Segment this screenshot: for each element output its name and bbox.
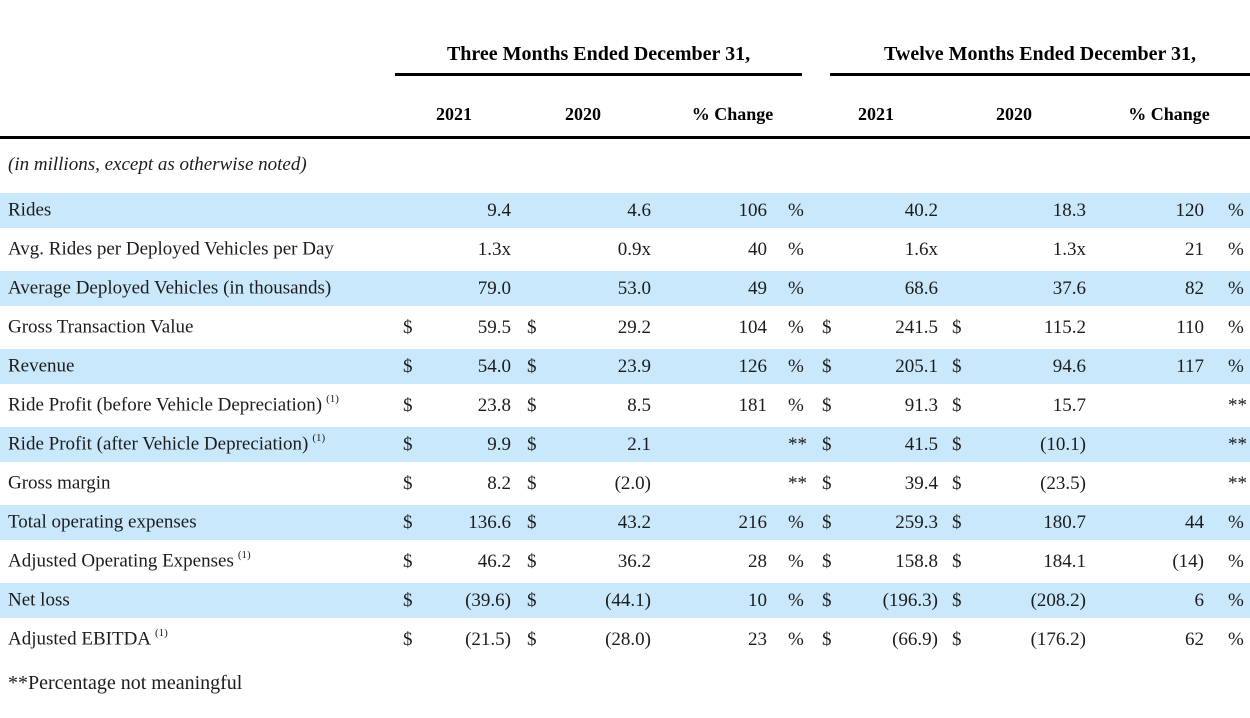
row-label xyxy=(0,503,395,542)
row-label-text: Ride Profit (after Vehicle Depreciation) xyxy=(8,433,309,455)
value-3mo-2020: 36.2 xyxy=(617,550,651,572)
footnote-ref xyxy=(334,237,338,249)
pct-change-3mo: 216 xyxy=(653,503,775,542)
dollar-sign-3mo-2021 xyxy=(395,191,423,230)
dollar-sign-12mo-2020: $ xyxy=(952,316,962,338)
row-label-text: Avg. Rides per Deployed Vehicles per Day xyxy=(8,238,334,260)
value-3mo-2020: (28.0) xyxy=(605,628,651,650)
table-body xyxy=(0,139,1250,659)
table-row xyxy=(0,230,1250,269)
pct-change-3mo: 28 xyxy=(748,550,767,572)
value-3mo-2020: (2.0) xyxy=(614,472,651,494)
dollar-sign-3mo-2020: $ xyxy=(513,347,545,386)
pct-sign-12mo: % xyxy=(1212,191,1250,230)
pct-sign-12mo: % xyxy=(1212,581,1250,620)
value-12mo-2021: 158.8 xyxy=(895,550,939,572)
row-label-text: Net loss xyxy=(8,589,70,611)
dollar-sign-12mo-2020: $ xyxy=(952,550,962,572)
dollar-sign-12mo-2020 xyxy=(940,191,968,230)
footnote-ref: (1) xyxy=(326,393,339,406)
pct-sign-3mo: ** xyxy=(775,425,812,464)
pct-sign-3mo: ** xyxy=(788,472,807,494)
dollar-sign-12mo-2020: $ xyxy=(940,581,968,620)
units-note-row xyxy=(0,139,1250,191)
dollar-sign-3mo-2020: $ xyxy=(527,472,537,494)
pct-change-12mo: 82 xyxy=(1088,269,1212,308)
dollar-sign-12mo-2021: $ xyxy=(822,394,832,416)
value-3mo-2020: 23.9 xyxy=(545,347,653,386)
dollar-sign-3mo-2021: $ xyxy=(395,581,423,620)
value-12mo-2021: 91.3 xyxy=(904,394,939,416)
pct-sign-12mo: % xyxy=(1228,550,1244,572)
units-note: (in millions, except as otherwise noted) xyxy=(8,154,307,175)
footnote-ref xyxy=(331,276,335,288)
dollar-sign-12mo-2021 xyxy=(812,230,840,269)
pct-change-12mo: 120 xyxy=(1088,191,1212,230)
dollar-sign-12mo-2020: $ xyxy=(940,425,968,464)
footnote-ref xyxy=(74,354,78,366)
dollar-sign-3mo-2021: $ xyxy=(403,472,413,494)
dollar-sign-3mo-2021: $ xyxy=(403,550,413,572)
dollar-sign-3mo-2020: $ xyxy=(527,628,537,650)
dollar-sign-12mo-2020 xyxy=(940,230,968,269)
dollar-sign-12mo-2020: $ xyxy=(940,503,968,542)
value-3mo-2021: 54.0 xyxy=(423,347,513,386)
footnote-ref xyxy=(51,198,55,210)
pct-change-3mo: 104 xyxy=(738,316,767,338)
dollar-sign-12mo-2021: $ xyxy=(822,316,832,338)
financial-table xyxy=(0,30,1250,659)
value-3mo-2021: 23.8 xyxy=(477,394,511,416)
dollar-sign-3mo-2020 xyxy=(513,230,545,269)
dollar-sign-12mo-2021: $ xyxy=(812,581,840,620)
dollar-sign-3mo-2021: $ xyxy=(403,628,413,650)
col-header-3mo-pct-change: % Change xyxy=(653,76,812,139)
group-header-three-months-label: Three Months Ended December 31, xyxy=(395,43,802,76)
dollar-sign-3mo-2021: $ xyxy=(403,394,413,416)
pct-sign-3mo: % xyxy=(775,581,812,620)
row-label xyxy=(0,308,395,347)
value-3mo-2020: 29.2 xyxy=(617,316,651,338)
row-label xyxy=(0,347,395,386)
pct-change-3mo: 10 xyxy=(653,581,775,620)
dollar-sign-3mo-2020 xyxy=(513,269,545,308)
value-3mo-2020: 4.6 xyxy=(545,191,653,230)
value-3mo-2020: (44.1) xyxy=(545,581,653,620)
table-row xyxy=(0,425,1250,464)
pct-change-12mo: 44 xyxy=(1088,503,1212,542)
value-12mo-2020: 15.7 xyxy=(1052,394,1087,416)
dollar-sign-3mo-2020: $ xyxy=(513,425,545,464)
value-3mo-2020: 53.0 xyxy=(545,269,653,308)
footnote-ref xyxy=(193,315,197,327)
pct-change-12mo: 117 xyxy=(1088,347,1212,386)
value-3mo-2020: 8.5 xyxy=(627,394,651,416)
pct-change-12mo xyxy=(1088,464,1212,503)
value-12mo-2020: 1.3x xyxy=(1052,238,1087,260)
pct-sign-3mo: % xyxy=(775,503,812,542)
value-12mo-2021: 1.6x xyxy=(904,238,939,260)
label-column-spacer xyxy=(0,76,395,139)
dollar-sign-12mo-2021: $ xyxy=(812,347,840,386)
value-12mo-2021: 259.3 xyxy=(840,503,940,542)
label-column-spacer xyxy=(0,30,395,76)
value-12mo-2021: 39.4 xyxy=(904,472,939,494)
row-label-text: Revenue xyxy=(8,355,75,377)
value-12mo-2020: (10.1) xyxy=(968,425,1088,464)
row-label xyxy=(0,230,395,269)
pct-change-12mo: 21 xyxy=(1185,238,1205,260)
dollar-sign-12mo-2021: $ xyxy=(822,550,832,572)
table-row xyxy=(0,308,1250,347)
row-label xyxy=(0,464,395,503)
table-row xyxy=(0,269,1250,308)
row-label-text: Adjusted EBITDA xyxy=(8,628,152,650)
pct-sign-12mo: % xyxy=(1228,238,1244,260)
value-3mo-2020: 43.2 xyxy=(545,503,653,542)
pct-change-3mo: 126 xyxy=(653,347,775,386)
table-row xyxy=(0,464,1250,503)
row-label-text: Ride Profit (before Vehicle Depreciation) xyxy=(8,394,323,416)
pct-change-3mo: 23 xyxy=(748,628,767,650)
table-row xyxy=(0,191,1250,230)
value-12mo-2021: 68.6 xyxy=(840,269,940,308)
footnote-ref: (1) xyxy=(237,549,251,562)
dollar-sign-12mo-2021: $ xyxy=(822,472,832,494)
pct-change-3mo: 106 xyxy=(653,191,775,230)
pct-sign-12mo: % xyxy=(1228,316,1244,338)
value-12mo-2020: 184.1 xyxy=(1043,550,1087,572)
value-3mo-2021: 59.5 xyxy=(477,316,511,338)
dollar-sign-12mo-2020: $ xyxy=(952,472,962,494)
table-row xyxy=(0,503,1250,542)
col-header-12mo-2021: 2021 xyxy=(812,76,940,139)
value-12mo-2020: (23.5) xyxy=(1040,472,1087,494)
pct-sign-3mo: % xyxy=(775,347,812,386)
footnote-ref xyxy=(111,471,115,483)
dollar-sign-3mo-2020: $ xyxy=(513,503,545,542)
period-group-header-row xyxy=(0,30,1250,76)
dollar-sign-12mo-2021: $ xyxy=(822,628,832,650)
row-label-text: Adjusted Operating Expenses xyxy=(8,550,234,572)
footnote-ref: (1) xyxy=(312,432,326,445)
pct-sign-12mo: % xyxy=(1228,628,1244,650)
pct-change-12mo: 110 xyxy=(1176,316,1205,338)
dollar-sign-12mo-2021 xyxy=(812,191,840,230)
value-3mo-2021: 9.9 xyxy=(423,425,513,464)
value-12mo-2020: 18.3 xyxy=(968,191,1088,230)
row-label-text: Total operating expenses xyxy=(8,511,197,533)
value-12mo-2021: 40.2 xyxy=(840,191,940,230)
value-3mo-2021: 9.4 xyxy=(423,191,513,230)
pct-sign-3mo: % xyxy=(788,628,804,650)
pct-sign-3mo: % xyxy=(788,316,804,338)
row-label xyxy=(0,386,395,425)
pct-sign-3mo: % xyxy=(775,191,812,230)
value-12mo-2020: 37.6 xyxy=(968,269,1088,308)
row-label xyxy=(0,269,395,308)
dollar-sign-3mo-2021 xyxy=(395,230,423,269)
value-12mo-2020: 180.7 xyxy=(968,503,1088,542)
row-label-text: Rides xyxy=(8,199,52,221)
pct-change-3mo xyxy=(653,464,775,503)
table-row xyxy=(0,347,1250,386)
row-label xyxy=(0,191,395,230)
pct-change-12mo: 6 xyxy=(1088,581,1212,620)
pct-sign-12mo: ** xyxy=(1212,425,1250,464)
dollar-sign-3mo-2020: $ xyxy=(527,550,537,572)
dollar-sign-3mo-2021 xyxy=(395,269,423,308)
pct-sign-3mo: % xyxy=(788,394,804,416)
dollar-sign-12mo-2020: $ xyxy=(952,394,962,416)
row-label-text: Average Deployed Vehicles (in thousands) xyxy=(8,277,332,299)
pct-change-12mo xyxy=(1088,425,1212,464)
value-12mo-2021: 205.1 xyxy=(840,347,940,386)
row-label xyxy=(0,620,395,659)
row-label xyxy=(0,425,395,464)
pct-sign-12mo: % xyxy=(1212,347,1250,386)
group-header-twelve-months-label: Twelve Months Ended December 31, xyxy=(830,43,1250,76)
footnote-ref xyxy=(70,588,74,600)
footnote-percentage-not-meaningful: **Percentage not meaningful xyxy=(8,672,243,694)
col-header-12mo-2020: 2020 xyxy=(940,76,1088,139)
value-12mo-2021: 41.5 xyxy=(840,425,940,464)
column-header-row xyxy=(0,76,1250,139)
table-row xyxy=(0,542,1250,581)
dollar-sign-12mo-2021: $ xyxy=(812,425,840,464)
value-12mo-2021: (66.9) xyxy=(892,628,939,650)
pct-change-12mo: (14) xyxy=(1172,550,1205,572)
col-header-12mo-pct-change: % Change xyxy=(1088,76,1250,139)
pct-sign-12mo: ** xyxy=(1228,394,1248,416)
row-label-text: Gross Transaction Value xyxy=(8,316,194,338)
dollar-sign-3mo-2021: $ xyxy=(395,503,423,542)
col-header-3mo-2021: 2021 xyxy=(395,76,513,139)
row-label-text: Gross margin xyxy=(8,472,111,494)
value-12mo-2021: (196.3) xyxy=(840,581,940,620)
pct-change-3mo: 40 xyxy=(748,238,767,260)
pct-sign-3mo: % xyxy=(788,238,804,260)
value-12mo-2020: 115.2 xyxy=(1043,316,1087,338)
pct-change-3mo xyxy=(653,425,775,464)
pct-sign-3mo: % xyxy=(788,550,804,572)
footnote-ref xyxy=(197,510,201,522)
table-row xyxy=(0,581,1250,620)
value-12mo-2020: 94.6 xyxy=(968,347,1088,386)
group-header-twelve-months xyxy=(812,30,1250,76)
group-header-three-months xyxy=(395,30,812,76)
dollar-sign-3mo-2021: $ xyxy=(403,316,413,338)
value-3mo-2020: 2.1 xyxy=(545,425,653,464)
table-row xyxy=(0,620,1250,659)
pct-sign-12mo: % xyxy=(1212,503,1250,542)
dollar-sign-3mo-2021: $ xyxy=(395,425,423,464)
value-3mo-2021: 46.2 xyxy=(477,550,511,572)
dollar-sign-3mo-2020: $ xyxy=(527,394,537,416)
value-3mo-2020: 0.9x xyxy=(617,238,651,260)
value-3mo-2021: 79.0 xyxy=(423,269,513,308)
dollar-sign-3mo-2020: $ xyxy=(513,581,545,620)
pct-sign-12mo: % xyxy=(1212,269,1250,308)
dollar-sign-12mo-2020 xyxy=(940,269,968,308)
dollar-sign-12mo-2021 xyxy=(812,269,840,308)
dollar-sign-12mo-2021: $ xyxy=(812,503,840,542)
value-3mo-2021: 1.3x xyxy=(477,238,511,260)
value-3mo-2021: 136.6 xyxy=(423,503,513,542)
pct-change-3mo: 49 xyxy=(653,269,775,308)
value-12mo-2021: 241.5 xyxy=(895,316,939,338)
value-3mo-2021: (39.6) xyxy=(423,581,513,620)
dollar-sign-12mo-2020: $ xyxy=(952,628,962,650)
value-3mo-2021: 8.2 xyxy=(487,472,511,494)
dollar-sign-12mo-2020: $ xyxy=(940,347,968,386)
value-3mo-2021: (21.5) xyxy=(465,628,511,650)
col-header-3mo-2020: 2020 xyxy=(513,76,653,139)
dollar-sign-3mo-2020 xyxy=(513,191,545,230)
pct-change-12mo xyxy=(1088,386,1212,425)
pct-sign-12mo: ** xyxy=(1228,472,1248,494)
value-12mo-2020: (208.2) xyxy=(968,581,1088,620)
dollar-sign-3mo-2021: $ xyxy=(395,347,423,386)
pct-change-3mo: 181 xyxy=(738,394,767,416)
value-12mo-2020: (176.2) xyxy=(1030,628,1087,650)
dollar-sign-3mo-2020: $ xyxy=(527,316,537,338)
row-label xyxy=(0,581,395,620)
table-row xyxy=(0,386,1250,425)
pct-change-12mo: 62 xyxy=(1185,628,1205,650)
pct-sign-3mo: % xyxy=(775,269,812,308)
row-label xyxy=(0,542,395,581)
footnote-ref: (1) xyxy=(155,627,168,640)
